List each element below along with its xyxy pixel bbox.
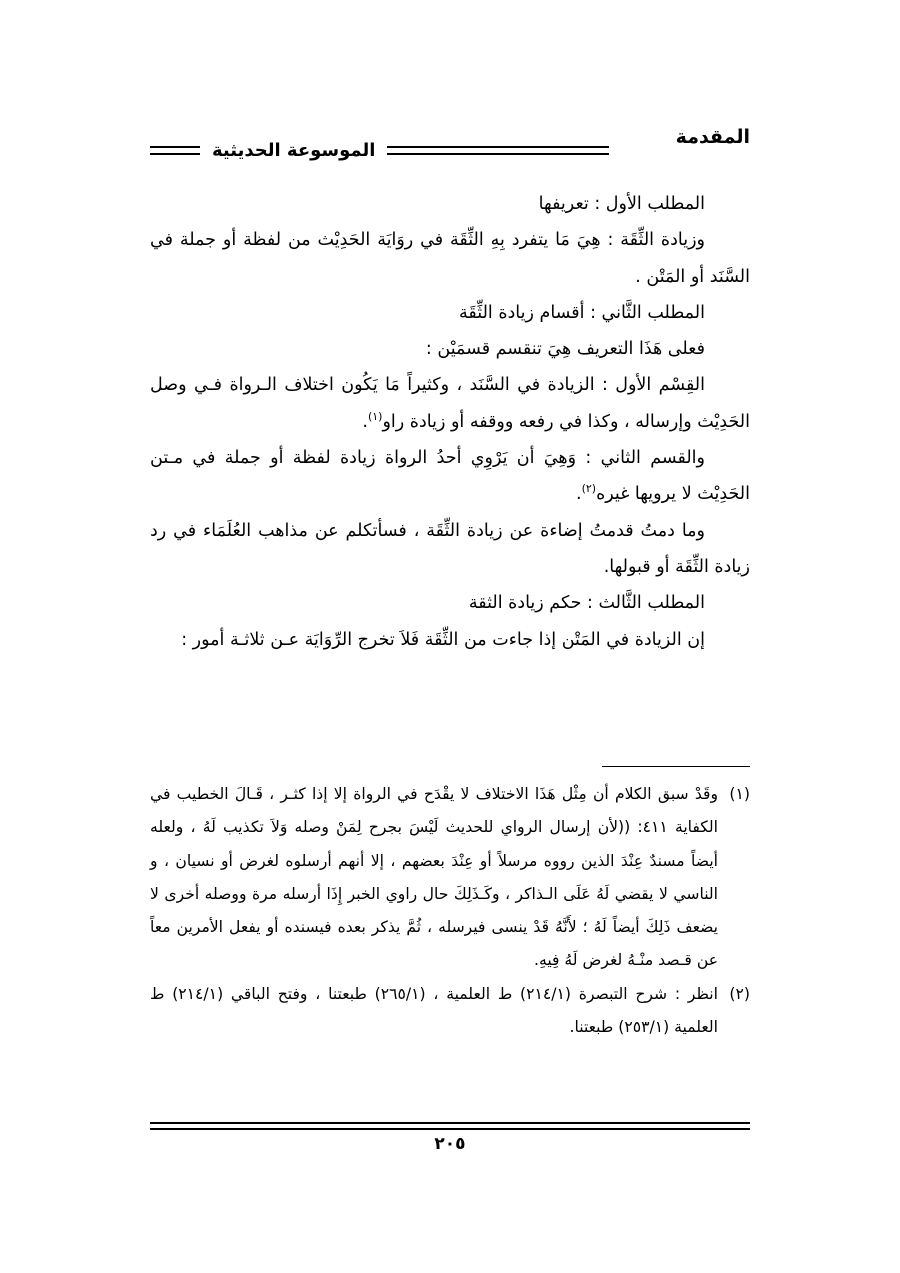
footnote-text: وقَدْ سبق الكلام أن مِثْل هَذَا الاختلاف لا يقْدَح في الرواة إلا إذا كثـر ، قَـالَ الخطيب في الكفاية ٤١١: ((لأن إرسال الرواي للحديث لَيْسَ بجرح لِمَنْ وصله وَلاَ تكذيب لَهُ ، ولعله أيضاً مسندٌ عِنْدَ الذين رووه مرسلاً أو عِنْدَ بعضهم ، إلا أنهم أرسلوه لغرض أو نسيان ، و الناسي لا يقضي لَهُ عَلَى الـذاكر ، وكَـذَلِكَ حال راوي الخبر إِذَا أرسله مرة ووصله أخرى لا يضعف ذَلِكَ أيضاً لَهُ ؛ لأَنَّهُ قَدْ ينسى فيرسله ، ثُمَّ يذكر بعده فيسنده أو يفعل الأمرين معاً عن قـصد منْـهُ لغرض لَهُ فِيهِ. bbox=[150, 785, 718, 970]
paragraph-6-text: والقسم الثاني : وَهِيَ أن يَرْوِي أحدُ الرواة زيادة لفظة أو جملة في مـتن الحَدِيْث لا يرويها غيره bbox=[150, 448, 750, 505]
footnote-separator bbox=[602, 766, 750, 767]
paragraph-6 bbox=[150, 440, 750, 513]
footnote-text: انظر : شرح التبصرة (٢١٤/١) ط العلمية ، (٢٦٥/١) طبعتنا ، وفتح الباقي (٢١٤/١) ط العلمية (٢٥٣/١) طبعتنا. bbox=[150, 984, 718, 1037]
paragraph-8: المطلب الثَّالث : حكم زيادة الثقة bbox=[468, 593, 705, 614]
footnote-number: (٢) bbox=[729, 984, 750, 1003]
paragraph-3: المطلب الثَّاني : أقسام زيادة الثِّقَة bbox=[459, 302, 705, 323]
book-page bbox=[150, 0, 750, 1273]
paragraph-7: وما دمتُ قدمتُ إضاءة عن زيادة الثِّقَة ، فسأتكلم عن مذاهب العُلَمَاء في رد زيادة الثِّقَة أو قبولها. bbox=[150, 520, 750, 577]
footnote-1 bbox=[150, 778, 750, 978]
paragraph-5 bbox=[150, 367, 750, 440]
header-rule-long bbox=[387, 146, 609, 155]
paragraph-1: المطلب الأول : تعريفها bbox=[538, 194, 705, 214]
book-title-group bbox=[150, 140, 609, 161]
header-rule-short bbox=[150, 146, 200, 155]
paragraph-5-end: . bbox=[362, 411, 368, 432]
footnote-ref-1[interactable]: (١) bbox=[367, 409, 383, 423]
footnote-number: (١) bbox=[729, 785, 750, 803]
page-number: ٢٠٥ bbox=[434, 1134, 466, 1154]
footnote-2 bbox=[150, 978, 750, 1045]
paragraph-4: فعلى هَذَا التعريف هِيَ تنقسم قسمَيْن : bbox=[425, 339, 705, 360]
paragraph-2: وزيادة الثِّقَة : هِيَ مَا يتفرد بِهِ الثِّقَة في روَايَة الحَدِيْث من لفظة أو جملة في السَّنَد أو المَتْن . bbox=[150, 230, 750, 287]
paragraph-6-end: . bbox=[576, 484, 582, 505]
footer-rule bbox=[150, 1122, 750, 1130]
footnote-ref-2[interactable]: (٢) bbox=[581, 482, 597, 496]
page-header bbox=[150, 120, 750, 172]
footnotes bbox=[150, 778, 750, 1044]
section-title: المقدمة bbox=[675, 126, 750, 148]
main-text bbox=[150, 186, 750, 658]
book-title: الموسوعة الحديثية bbox=[212, 140, 376, 161]
paragraph-9: إن الزيادة في المَتْن إذا جاءت من الثِّقَة فَلاَ تخرج الرِّوَايَة عـن ثلاثـة أمور : bbox=[181, 629, 705, 650]
paragraph-5-text: القِسْم الأول : الزيادة في السَّنَد ، وكثيراً مَا يَكُون اختلاف الـرواة فـي وصل الحَدِيْث وإرساله ، وكذا في رفعه ووقفه أو زيادة راو bbox=[150, 375, 750, 432]
